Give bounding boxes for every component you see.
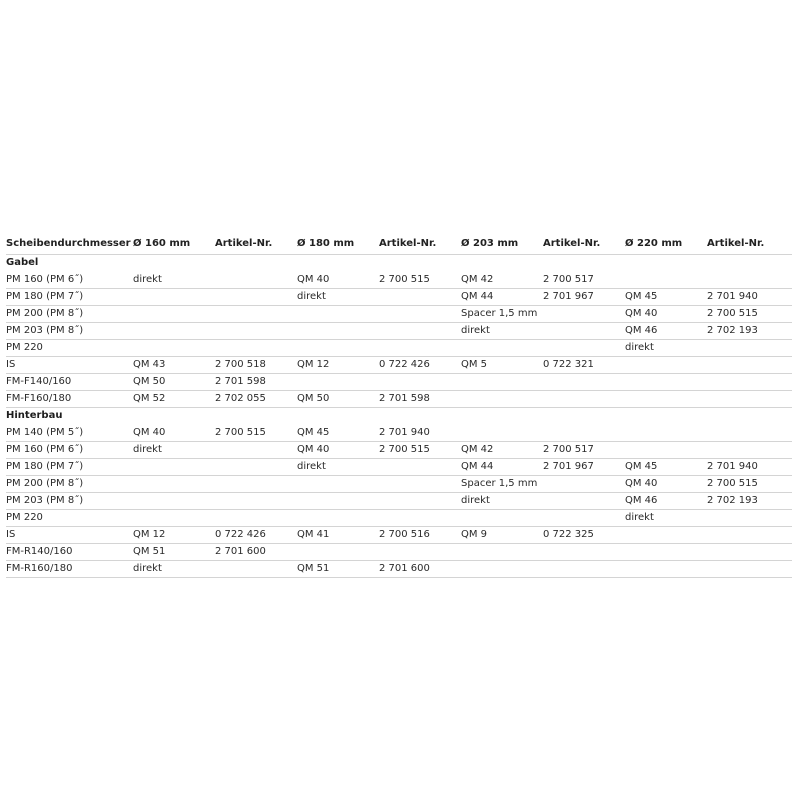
adapter-cell: QM 42 <box>461 272 543 289</box>
adapter-cell <box>461 374 543 391</box>
article-number-cell <box>215 323 297 340</box>
article-number-cell <box>543 493 625 510</box>
article-number-cell <box>215 493 297 510</box>
article-number-cell <box>379 323 461 340</box>
adapter-cell: direkt <box>297 459 379 476</box>
adapter-cell: QM 40 <box>297 272 379 289</box>
adapter-cell: direkt <box>461 493 543 510</box>
section-title: Hinterbau <box>6 410 63 421</box>
article-number-cell: 2 701 967 <box>543 459 625 476</box>
adapter-cell <box>461 544 543 561</box>
table-row <box>6 510 792 527</box>
article-number-cell <box>707 391 792 408</box>
section-row <box>6 408 792 425</box>
adapter-cell: QM 41 <box>297 527 379 544</box>
disc-mount-cell: PM 203 (PM 8˝) <box>6 493 133 510</box>
adapter-cell: QM 45 <box>625 459 707 476</box>
table-row <box>6 527 792 544</box>
article-number-cell <box>707 527 792 544</box>
article-number-cell <box>707 340 792 357</box>
article-number-cell <box>543 544 625 561</box>
section-title: Gabel <box>6 257 39 268</box>
adapter-table <box>6 236 792 578</box>
article-number-cell <box>215 340 297 357</box>
article-number-cell <box>379 476 461 493</box>
adapter-cell: QM 43 <box>133 357 215 374</box>
article-number-cell <box>707 442 792 459</box>
adapter-cell <box>297 340 379 357</box>
adapter-cell <box>461 510 543 527</box>
adapter-cell <box>297 510 379 527</box>
article-number-cell <box>215 510 297 527</box>
adapter-cell <box>133 476 215 493</box>
adapter-cell <box>133 289 215 306</box>
disc-mount-cell: PM 200 (PM 8˝) <box>6 476 133 493</box>
article-number-cell <box>543 391 625 408</box>
article-number-cell <box>379 544 461 561</box>
article-number-cell: 2 700 517 <box>543 272 625 289</box>
disc-mount-cell: PM 220 <box>6 510 133 527</box>
article-number-cell: 2 702 193 <box>707 323 792 340</box>
disc-mount-cell: IS <box>6 357 133 374</box>
section-row <box>6 255 792 272</box>
adapter-cell: QM 45 <box>625 289 707 306</box>
article-number-cell: 2 702 193 <box>707 493 792 510</box>
article-number-cell: 0 722 321 <box>543 357 625 374</box>
article-number-cell: 0 722 426 <box>215 527 297 544</box>
adapter-cell: QM 40 <box>133 425 215 442</box>
article-number-cell <box>707 425 792 442</box>
article-number-cell <box>543 561 625 578</box>
article-number-cell <box>707 374 792 391</box>
article-number-cell <box>707 272 792 289</box>
adapter-cell: QM 45 <box>297 425 379 442</box>
disc-mount-cell: PM 140 (PM 5˝) <box>6 425 133 442</box>
header-diameter-203: Ø 203 mm <box>461 236 543 255</box>
article-number-cell: 2 701 940 <box>707 459 792 476</box>
article-number-cell: 0 722 426 <box>379 357 461 374</box>
adapter-cell <box>625 272 707 289</box>
article-number-cell: 2 701 940 <box>707 289 792 306</box>
disc-mount-cell: PM 160 (PM 6˝) <box>6 272 133 289</box>
article-number-cell <box>543 374 625 391</box>
disc-mount-cell: PM 203 (PM 8˝) <box>6 323 133 340</box>
article-number-cell: 0 722 325 <box>543 527 625 544</box>
article-number-cell: 2 700 515 <box>379 442 461 459</box>
adapter-cell <box>297 493 379 510</box>
header-diameter-180: Ø 180 mm <box>297 236 379 255</box>
adapter-cell: QM 42 <box>461 442 543 459</box>
table-body <box>6 255 792 578</box>
article-number-cell <box>543 340 625 357</box>
adapter-cell <box>625 561 707 578</box>
article-number-cell <box>215 289 297 306</box>
article-number-cell <box>707 357 792 374</box>
table-row <box>6 544 792 561</box>
article-number-cell <box>379 493 461 510</box>
disc-mount-cell: IS <box>6 527 133 544</box>
table-row <box>6 425 792 442</box>
article-number-cell: 2 700 517 <box>543 442 625 459</box>
header-diameter-220: Ø 220 mm <box>625 236 707 255</box>
adapter-cell <box>461 425 543 442</box>
adapter-cell: QM 51 <box>133 544 215 561</box>
adapter-cell <box>297 374 379 391</box>
article-number-cell <box>379 340 461 357</box>
article-number-cell: 2 701 940 <box>379 425 461 442</box>
article-number-cell: 2 701 600 <box>215 544 297 561</box>
adapter-cell: QM 5 <box>461 357 543 374</box>
adapter-cell <box>625 391 707 408</box>
header-article-203: Artikel-Nr. <box>543 236 625 255</box>
adapter-cell <box>297 323 379 340</box>
article-number-cell: 2 701 598 <box>379 391 461 408</box>
article-number-cell: 2 700 518 <box>215 357 297 374</box>
article-number-cell <box>543 425 625 442</box>
adapter-cell <box>461 561 543 578</box>
table-row <box>6 289 792 306</box>
adapter-cell: direkt <box>625 510 707 527</box>
header-article-180: Artikel-Nr. <box>379 236 461 255</box>
disc-mount-cell: PM 180 (PM 7˝) <box>6 289 133 306</box>
table-row <box>6 374 792 391</box>
adapter-cell: QM 12 <box>133 527 215 544</box>
article-number-cell <box>707 510 792 527</box>
article-number-cell <box>379 510 461 527</box>
table-row <box>6 476 792 493</box>
adapter-cell <box>625 425 707 442</box>
adapter-cell: QM 12 <box>297 357 379 374</box>
table-row <box>6 442 792 459</box>
adapter-cell: direkt <box>133 272 215 289</box>
disc-mount-cell: PM 200 (PM 8˝) <box>6 306 133 323</box>
article-number-cell <box>215 561 297 578</box>
article-number-cell: 2 701 600 <box>379 561 461 578</box>
table-row <box>6 323 792 340</box>
article-number-cell: 2 701 598 <box>215 374 297 391</box>
article-number-cell <box>543 510 625 527</box>
adapter-cell <box>133 306 215 323</box>
adapter-cell: direkt <box>625 340 707 357</box>
adapter-cell <box>133 459 215 476</box>
article-number-cell <box>215 459 297 476</box>
adapter-cell <box>625 544 707 561</box>
adapter-cell: direkt <box>133 442 215 459</box>
disc-mount-cell: PM 180 (PM 7˝) <box>6 459 133 476</box>
disc-mount-cell: FM-R140/160 <box>6 544 133 561</box>
article-number-cell <box>707 561 792 578</box>
adapter-cell: direkt <box>461 323 543 340</box>
adapter-cell: QM 40 <box>625 476 707 493</box>
disc-mount-cell: FM-F160/180 <box>6 391 133 408</box>
article-number-cell <box>543 306 625 323</box>
table-row <box>6 272 792 289</box>
article-number-cell <box>379 459 461 476</box>
adapter-cell <box>461 340 543 357</box>
article-number-cell <box>707 544 792 561</box>
adapter-cell <box>133 510 215 527</box>
adapter-cell <box>625 442 707 459</box>
disc-mount-cell: PM 220 <box>6 340 133 357</box>
adapter-cell: QM 44 <box>461 459 543 476</box>
adapter-cell <box>461 391 543 408</box>
article-number-cell <box>379 374 461 391</box>
adapter-cell: QM 46 <box>625 323 707 340</box>
adapter-cell: Spacer 1,5 mm <box>461 306 543 323</box>
table-row <box>6 459 792 476</box>
adapter-cell: QM 50 <box>133 374 215 391</box>
adapter-cell: QM 52 <box>133 391 215 408</box>
table-header <box>6 236 792 255</box>
article-number-cell: 2 700 516 <box>379 527 461 544</box>
disc-mount-cell: FM-R160/180 <box>6 561 133 578</box>
article-number-cell: 2 701 967 <box>543 289 625 306</box>
disc-mount-cell: FM-F140/160 <box>6 374 133 391</box>
adapter-cell <box>133 340 215 357</box>
article-number-cell <box>543 476 625 493</box>
adapter-cell: direkt <box>297 289 379 306</box>
header-article-220: Artikel-Nr. <box>707 236 792 255</box>
adapter-cell <box>133 493 215 510</box>
article-number-cell <box>379 306 461 323</box>
article-number-cell: 2 700 515 <box>215 425 297 442</box>
table-row <box>6 493 792 510</box>
table-row <box>6 306 792 323</box>
article-number-cell: 2 700 515 <box>707 306 792 323</box>
header-article-160: Artikel-Nr. <box>215 236 297 255</box>
adapter-cell <box>133 323 215 340</box>
adapter-cell: direkt <box>133 561 215 578</box>
adapter-cell <box>625 357 707 374</box>
article-number-cell <box>215 306 297 323</box>
adapter-cell <box>297 544 379 561</box>
article-number-cell <box>215 442 297 459</box>
adapter-cell <box>625 527 707 544</box>
table-row <box>6 391 792 408</box>
header-row <box>6 236 792 255</box>
article-number-cell: 2 700 515 <box>707 476 792 493</box>
adapter-cell <box>625 374 707 391</box>
adapter-cell: QM 40 <box>297 442 379 459</box>
table-row <box>6 340 792 357</box>
adapter-cell: Spacer 1,5 mm <box>461 476 543 493</box>
header-scheibendurchmesser: Scheibendurchmesser <box>6 236 133 255</box>
header-diameter-160: Ø 160 mm <box>133 236 215 255</box>
adapter-cell: QM 44 <box>461 289 543 306</box>
disc-mount-cell: PM 160 (PM 6˝) <box>6 442 133 459</box>
adapter-cell: QM 50 <box>297 391 379 408</box>
article-number-cell <box>215 476 297 493</box>
adapter-cell: QM 40 <box>625 306 707 323</box>
adapter-cell <box>297 306 379 323</box>
adapter-cell: QM 51 <box>297 561 379 578</box>
table-row <box>6 357 792 374</box>
adapter-cell: QM 9 <box>461 527 543 544</box>
article-number-cell <box>543 323 625 340</box>
article-number-cell <box>379 289 461 306</box>
article-number-cell: 2 700 515 <box>379 272 461 289</box>
table-row <box>6 561 792 578</box>
article-number-cell: 2 702 055 <box>215 391 297 408</box>
article-number-cell <box>215 272 297 289</box>
adapter-cell <box>297 476 379 493</box>
adapter-cell: QM 46 <box>625 493 707 510</box>
